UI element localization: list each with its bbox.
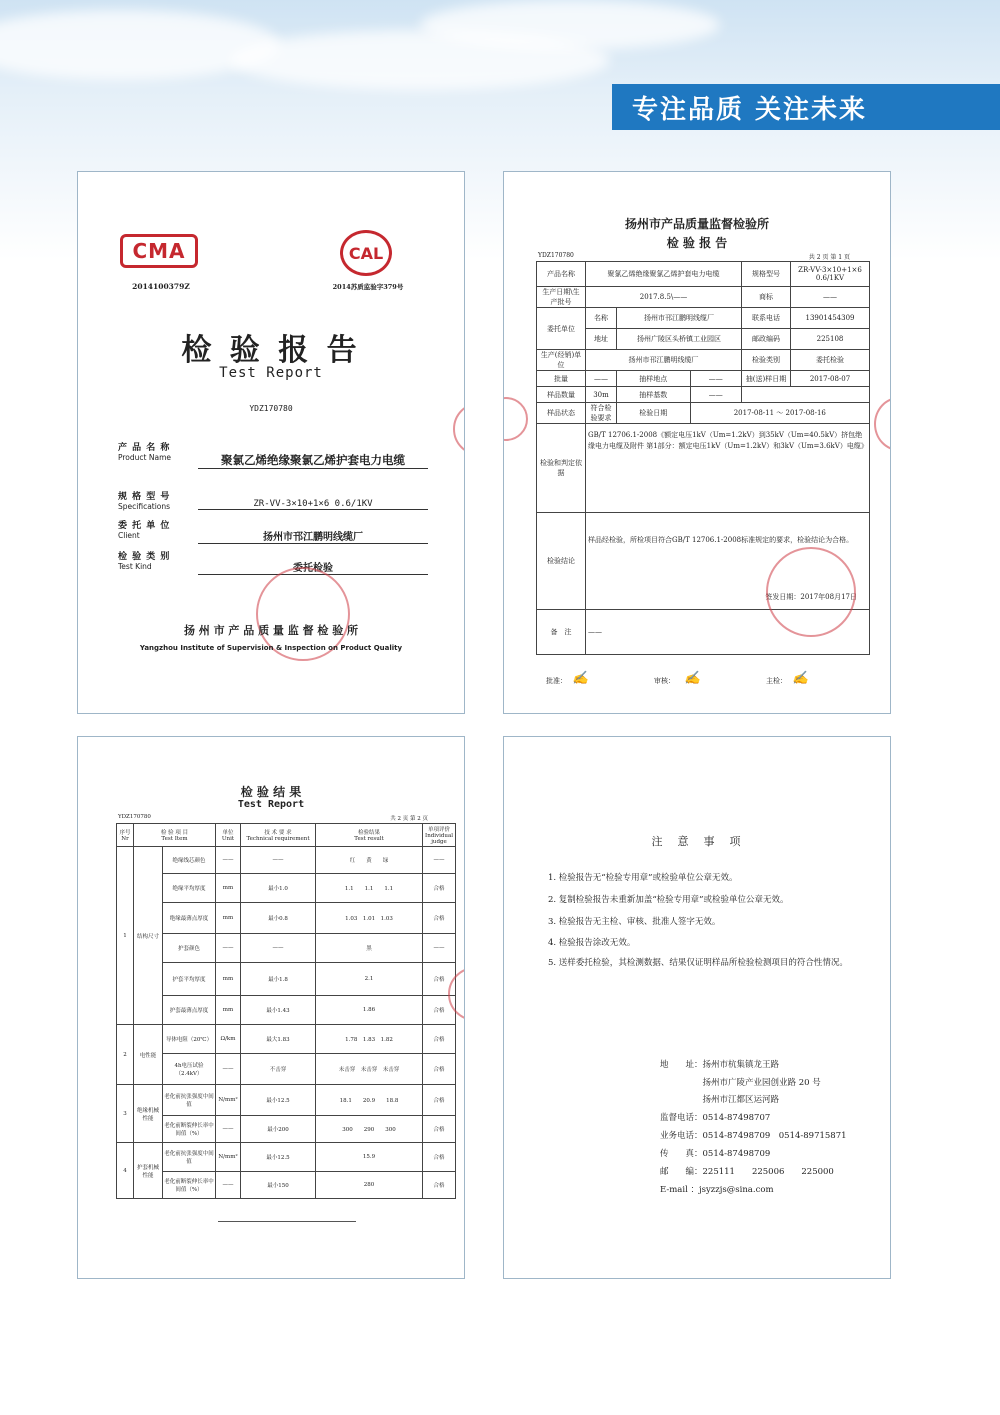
header-en: Individual judge (425, 833, 453, 845)
cell-result: 1.78 1.83 1.82 (316, 1025, 423, 1054)
cell-judge: —— (423, 847, 456, 874)
header-cn: 单项评价 (427, 827, 450, 833)
cell-value: —— (690, 371, 741, 387)
cell-judge: 合格 (423, 1085, 456, 1116)
cell-label: 抽(送)样日期 (742, 371, 791, 387)
cover-institute-en: Yangzhou Institute of Supervision & Inspection on Product Quality (139, 644, 403, 652)
cell-req: —— (241, 934, 316, 963)
label-cn: 产 品 名 称 (118, 443, 171, 453)
cell-value: 225108 (791, 329, 870, 350)
review-label: 审核： (654, 677, 675, 685)
cell-label: 抽样地点 (617, 371, 691, 387)
cell-result: 1.1 1.1 1.1 (316, 874, 423, 903)
group-name: 绝缘机械性能 (134, 1085, 163, 1143)
table-row (117, 963, 456, 996)
slogan-banner (612, 84, 1000, 130)
header-en: Nr (121, 836, 129, 842)
table-row (117, 847, 456, 874)
table-row (117, 934, 456, 963)
cell-req: 最大1.83 (241, 1025, 316, 1054)
results-header-cell (423, 824, 456, 847)
cell-value: 扬州市邗江鹏明线缆厂 (617, 308, 742, 329)
cell-label: 邮政编码 (742, 329, 791, 350)
cell-item: 老化前抗张强度中间值 (163, 1143, 216, 1172)
cell-unit: N/mm² (216, 1143, 241, 1172)
cell-value: 30m (586, 387, 617, 403)
table-row (117, 874, 456, 903)
table-row (117, 1025, 456, 1054)
cell-unit: N/mm² (216, 1085, 241, 1116)
cell-result: 15.9 (316, 1143, 423, 1172)
cell-item: 护套最薄点厚度 (163, 996, 216, 1025)
table-row (117, 1085, 456, 1116)
cell-req: 最小150 (241, 1172, 316, 1199)
cloud-decoration (0, 10, 280, 80)
main-label: 主检： (766, 677, 787, 685)
cell-label: 产品名称 (537, 262, 586, 287)
cloud-decoration (420, 0, 720, 50)
approve-label: 批准： (546, 677, 567, 685)
table-row (117, 996, 456, 1025)
field-product-value: 聚氯乙烯绝缘聚氯乙烯护套电力电缆 (198, 452, 428, 469)
label-en: Product Name (118, 453, 171, 462)
label-en: Specifications (118, 502, 171, 511)
cell-unit: mm (216, 903, 241, 934)
results-header-cell (241, 824, 316, 847)
contact-address: 扬州市江都区运河路 (660, 1095, 780, 1105)
cell-req: 最小12.5 (241, 1085, 316, 1116)
cell-result: 红 黄 绿 (316, 847, 423, 874)
cell-req: —— (241, 847, 316, 874)
approve-signature: ✍ (572, 671, 589, 686)
contact-email: E-mail ：jsyzzjs@sina.com (660, 1185, 774, 1195)
cal-number: 2014苏质监验字379号 (332, 283, 404, 291)
cell-result: 18.1 20.9 18.8 (316, 1085, 423, 1116)
cell-req: 不击穿 (241, 1054, 316, 1085)
cell-value: 委托检验 (791, 350, 870, 371)
label-cn: 委 托 单 位 (118, 521, 171, 531)
cell-judge: 合格 (423, 1172, 456, 1199)
group-number: 1 (117, 847, 134, 1025)
report-page-info: 共 2 页 第 1 页 (808, 254, 850, 261)
label-en: Client (118, 531, 140, 540)
cell-judge: 合格 (423, 903, 456, 934)
basis-text: GB/T 12706.1-2008《额定电压1kV（Um=1.2kV）到35kV（Um=40.5kV）挤包绝缘电力电缆及附件 第1部分：额定电压1kV（Um=1.2kV）和3kV（Um=3.6kV）电缆》 (586, 424, 870, 513)
results-title: 检 验 结 果 (240, 785, 302, 799)
cell-req: 最小1.43 (241, 996, 316, 1025)
cell-result: 1.86 (316, 996, 423, 1025)
report-cover-page (77, 171, 465, 714)
label-en: Test Kind (118, 562, 152, 571)
cell-unit: mm (216, 874, 241, 903)
results-report-number: YDZ170780 (118, 814, 151, 820)
cal-logo (340, 230, 392, 276)
report-institute: 扬州市产品质量监督检验所 (624, 217, 769, 231)
cell-req: 最小12.5 (241, 1143, 316, 1172)
header-en: Unit (221, 836, 235, 842)
header-en: Test result (354, 836, 384, 842)
cma-logo-text: CMA (132, 239, 186, 263)
cell-unit: —— (216, 1172, 241, 1199)
cell-item: 导体电阻（20℃） (163, 1025, 216, 1054)
results-subtitle: Test Report (237, 799, 305, 810)
cell-value: —— (791, 287, 870, 308)
cell-label: 联系电话 (742, 308, 791, 329)
cell-value: 2017-08-11 ～ 2017-08-16 (690, 403, 869, 424)
field-kind-value: 委托检验 (198, 559, 428, 575)
header-en: Test Item (161, 836, 188, 842)
cell-result: 黑 (316, 934, 423, 963)
cell-judge: —— (423, 934, 456, 963)
cell-label: 委托单位 (537, 308, 586, 350)
group-number: 2 (117, 1025, 134, 1085)
slogan-text: 专注品质 关注未来 (632, 94, 868, 125)
issue-date: 签发日期：2017年08月17日 (765, 593, 857, 601)
conclusion-text: 样品经检验，所检项目符合GB/T 12706.1-2008标准规定的要求，检验结论为合格。 (588, 536, 854, 544)
cover-institute-cn: 扬 州 市 产 品 质 量 监 督 检 验 所 (183, 624, 359, 637)
cell-unit: —— (216, 1116, 241, 1143)
cell-judge: 合格 (423, 874, 456, 903)
results-header-cell (316, 824, 423, 847)
cell-label: 样品状态 (537, 403, 586, 424)
cell-label: 检验类别 (742, 350, 791, 371)
notice-title: 注 意 事 项 (651, 835, 743, 848)
results-header-cell (216, 824, 241, 847)
cell-judge: 合格 (423, 996, 456, 1025)
cell-item: 老化前抗张强度中间值 (163, 1085, 216, 1116)
header-cn: 单位 (222, 830, 234, 836)
field-spec-value: ZR-VV-3×10+1×6 0.6/1KV (198, 499, 428, 510)
cell-unit: —— (216, 1054, 241, 1085)
cell-label: 生产(经销)单位 (537, 350, 586, 371)
label-cn: 规 格 型 号 (118, 492, 171, 502)
report-detail-page (503, 171, 891, 714)
header-cn: 序号 (119, 830, 131, 836)
header-cn: 检 验 项 目 (160, 830, 189, 836)
cell-item: 4h电压试验（2.4kV） (163, 1054, 216, 1085)
cell-value: ZR-VV-3×10+1×6 0.6/1KV (791, 262, 870, 287)
table-row (117, 1116, 456, 1143)
cell-item: 绝缘平均厚度 (163, 874, 216, 903)
notice-item: 1. 检验报告无“检验专用章”或检验单位公章无效。 (548, 873, 738, 883)
cell-label: 规格型号 (742, 262, 791, 287)
contact-fax: 传 真：0514-87498709 (660, 1149, 771, 1159)
cell-item: 老化前断裂伸长率中间值（%） (163, 1116, 216, 1143)
cell-value: 符合检验要求 (586, 403, 617, 424)
cell-judge: 合格 (423, 1143, 456, 1172)
notice-item: 3. 检验报告无主检、审核、批准人签字无效。 (548, 917, 721, 927)
inspection-seal (766, 547, 856, 637)
cell-value: 13901454309 (791, 308, 870, 329)
contact-address: 扬州市广陵产业园创业路 20 号 (660, 1078, 821, 1088)
review-signature: ✍ (684, 671, 701, 686)
header-en: Technical requirement (246, 836, 310, 842)
cell-unit: —— (216, 934, 241, 963)
cal-logo-text: CAL (348, 243, 384, 263)
cell-item: 绝缘最薄点厚度 (163, 903, 216, 934)
cell-unit: Ω/km (216, 1025, 241, 1054)
main-signature: ✍ (792, 671, 809, 686)
cell-label: 检验和判定依据 (537, 424, 586, 513)
cell-value: —— (690, 387, 741, 403)
cell-result: 280 (316, 1172, 423, 1199)
results-table (116, 823, 456, 1199)
report-title: 检 验 报 告 (666, 236, 728, 250)
cell-judge: 合格 (423, 963, 456, 996)
notice-item: 2. 复制检验报告未重新加盖“检验专用章”或检验单位公章无效。 (548, 895, 789, 905)
table-row (117, 1172, 456, 1199)
cell-req: 最小0.8 (241, 903, 316, 934)
cell-label: 检验日期 (617, 403, 691, 424)
group-name: 电性能 (134, 1025, 163, 1085)
cell-req: 最小1.0 (241, 874, 316, 903)
label-cn: 检 验 类 别 (118, 552, 171, 562)
cell-label: 批量 (537, 371, 586, 387)
cell-label: 抽样基数 (617, 387, 691, 403)
group-number: 4 (117, 1143, 134, 1199)
cell-value: 扬州广陵区头桥镇工业园区 (617, 329, 742, 350)
results-page-info: 共 2 页 第 2 页 (390, 816, 428, 822)
cell-item: 绝缘线芯颜色 (163, 847, 216, 874)
cell-label: 名称 (586, 308, 617, 329)
cell-judge: 合格 (423, 1116, 456, 1143)
table-row (117, 1054, 456, 1085)
cell-label: 商标 (742, 287, 791, 308)
cell-value: 聚氯乙烯绝缘聚氯乙烯护套电力电缆 (586, 262, 742, 287)
contact-supervision-phone: 监督电话：0514-87498707 (660, 1113, 771, 1123)
seal-edge (503, 397, 528, 441)
cell-result: 未击穿 未击穿 未击穿 (316, 1054, 423, 1085)
cell-value: 2017-08-07 (791, 371, 870, 387)
cell-empty (742, 387, 870, 403)
seal-edge (874, 397, 891, 451)
cell-unit: mm (216, 996, 241, 1025)
group-name: 结构尺寸 (134, 847, 163, 1025)
cell-result: 2.1 (316, 963, 423, 996)
test-results-page (77, 736, 465, 1279)
cell-unit: —— (216, 847, 241, 874)
header-cn: 技 术 要 求 (264, 830, 292, 836)
notice-page (503, 736, 891, 1279)
cell-unit: mm (216, 963, 241, 996)
contact-business-phone: 业务电话：0514-87498709 0514-89715871 (660, 1131, 847, 1141)
cell-item: 老化前断裂伸长率中间值（%） (163, 1172, 216, 1199)
cell-label: 检验结论 (537, 513, 586, 610)
table-row (117, 903, 456, 934)
cell-result: 300 290 300 (316, 1116, 423, 1143)
cell-item: 护套平均厚度 (163, 963, 216, 996)
remark-value: —— (586, 610, 870, 655)
table-row (117, 1143, 456, 1172)
contact-address: 地 址：扬州市杭集镇龙王路 (660, 1060, 780, 1070)
cell-value: 2017.8.5\—— (586, 287, 742, 308)
results-header-cell (117, 824, 134, 847)
cell-result: 1.03 1.01 1.03 (316, 903, 423, 934)
cma-number: 2014100379Z (132, 282, 190, 291)
header-cn: 检验结果 (357, 830, 380, 836)
cover-title-en: Test Report (219, 365, 323, 381)
cover-report-number: YDZ170780 (249, 404, 293, 413)
cell-label: 生产日期\生产批号 (537, 287, 586, 308)
cell-value: 扬州市邗江鹏明线缆厂 (586, 350, 742, 371)
contact-zip: 邮 编：225111 225006 225000 (660, 1167, 834, 1177)
cover-title-cn: 检 验 报 告 (181, 333, 361, 368)
table-end-line (218, 1221, 356, 1222)
group-number: 3 (117, 1085, 134, 1143)
cell-item: 护套颜色 (163, 934, 216, 963)
cma-logo (120, 234, 198, 268)
report-number: YDZ170780 (538, 252, 574, 259)
notice-item: 5. 送样委托检验，其检测数据、结果仅证明样品所检验检测项目的符合性情况。 (548, 958, 848, 968)
cell-label: 地址 (586, 329, 617, 350)
cell-judge: 合格 (423, 1054, 456, 1085)
cell-value: —— (586, 371, 617, 387)
cell-label: 样品数量 (537, 387, 586, 403)
cell-label: 备 注 (537, 610, 586, 655)
notice-item: 4. 检验报告涂改无效。 (548, 938, 636, 948)
cell-req: 最小200 (241, 1116, 316, 1143)
cell-judge: 合格 (423, 1025, 456, 1054)
cell-req: 最小1.8 (241, 963, 316, 996)
field-client-value: 扬州市邗江鹏明线缆厂 (198, 528, 428, 544)
group-name: 护套机械性能 (134, 1143, 163, 1199)
results-header-cell (134, 824, 216, 847)
